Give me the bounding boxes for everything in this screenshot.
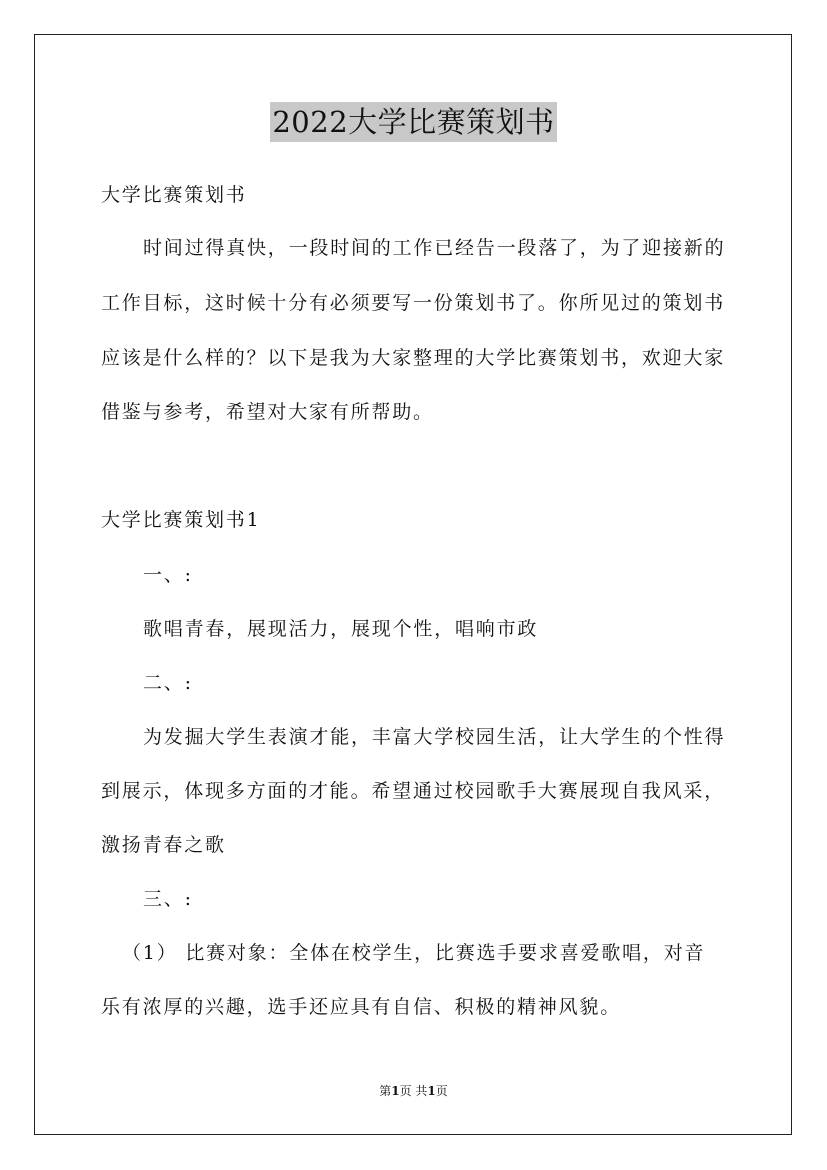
title-container — [0, 102, 827, 142]
paragraph-line: 乐有浓厚的兴趣，选手还应具有自信、积极的精神风貌。 — [101, 996, 622, 1018]
paragraph-line: （1） 比赛对象：全体在校学生，比赛选手要求喜爱歌唱，对音 — [122, 942, 706, 964]
footer-mid: 页 共 — [399, 1084, 428, 1098]
footer-prefix: 第 — [379, 1084, 392, 1098]
paragraph-line: 工作目标，这时候十分有必须要写一份策划书了。你所见过的策划书 — [101, 292, 726, 314]
footer-total-pages: 1 — [427, 1084, 436, 1098]
footer-current-page: 1 — [391, 1084, 400, 1098]
intro-heading: 大学比赛策划书 — [101, 184, 247, 206]
document-title: 2022大学比赛策划书 — [270, 102, 556, 142]
paragraph-line: 为发掘大学生表演才能，丰富大学校园生活，让大学生的个性得 — [143, 726, 726, 748]
section-heading: 大学比赛策划书1 — [101, 509, 261, 531]
section-number: 二、: — [143, 672, 193, 694]
footer-suffix: 页 — [435, 1084, 448, 1098]
paragraph-line: 到展示，体现多方面的才能。希望通过校园歌手大赛展现自我风采， — [101, 780, 726, 802]
section-number: 三、: — [143, 888, 193, 910]
paragraph-line: 应该是什么样的？以下是我为大家整理的大学比赛策划书，欢迎大家 — [101, 347, 726, 369]
page-footer — [0, 1083, 827, 1099]
paragraph-line: 时间过得真快，一段时间的工作已经告一段落了，为了迎接新的 — [143, 237, 726, 259]
section-number: 一、: — [143, 564, 193, 586]
paragraph-line: 歌唱青春，展现活力，展现个性，唱响市政 — [143, 618, 539, 640]
paragraph-line: 激扬青春之歌 — [101, 834, 226, 856]
paragraph-line: 借鉴与参考，希望对大家有所帮助。 — [101, 401, 434, 423]
